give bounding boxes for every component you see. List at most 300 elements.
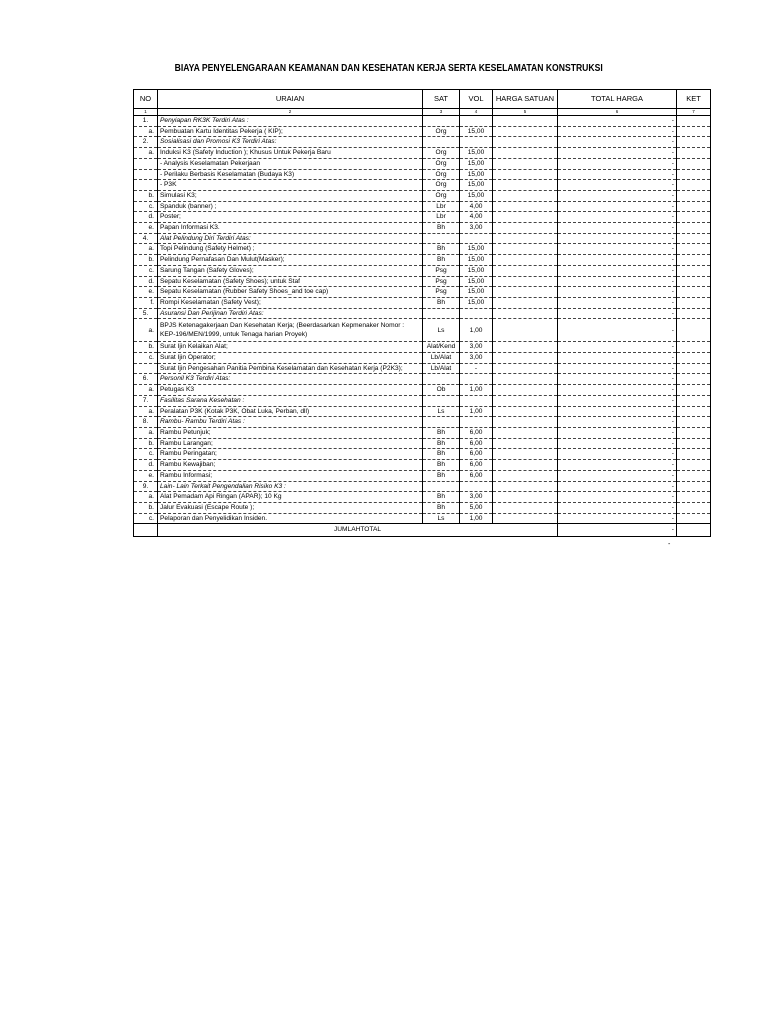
total-label: JUMLAHTOTAL [158,524,558,537]
table-row [134,190,711,201]
row-harga-satuan [493,460,558,471]
row-harga-satuan [493,406,558,417]
row-sat: Ls [423,513,460,524]
row-ket [677,438,711,449]
row-harga-satuan [493,353,558,364]
col-number: 6 [558,109,677,116]
row-sat: Lb/Alat [423,353,460,364]
row-sat: Psg [423,276,460,287]
table-row [134,319,711,342]
section-row [134,395,711,406]
row-harga-satuan [493,126,558,137]
row-sat: Org [423,180,460,191]
row-vol: 3,00 [460,223,493,234]
row-harga-satuan [493,287,558,298]
row-ket [677,308,711,319]
row-total-harga: - [558,276,677,287]
row-total-harga: - [558,137,677,148]
row-vol: 6,00 [460,449,493,460]
row-harga-satuan [493,308,558,319]
row-vol: 5,00 [460,502,493,513]
row-vol: 15,00 [460,148,493,159]
header-ket: KET [677,90,711,109]
row-uraian: Surat Ijin Kelaikan Alat; [158,342,423,353]
row-no: 2. [134,137,158,148]
row-ket [677,385,711,396]
row-no: 7. [134,395,158,406]
row-uraian: - Analysis Keselamatan Pekerjaan [158,158,423,169]
row-harga-satuan [493,212,558,223]
row-sat [423,308,460,319]
row-vol: - [460,363,493,374]
row-harga-satuan [493,427,558,438]
row-uraian: Induksi K3 (Safety Induction ); Khusus Untuk Pekerja Baru [158,148,423,159]
col-number: 4 [460,109,493,116]
row-vol: 3,00 [460,342,493,353]
row-harga-satuan [493,492,558,503]
row-harga-satuan [493,116,558,127]
row-uraian: Rambu Larangan; [158,438,423,449]
row-ket [677,137,711,148]
row-uraian: Spanduk (banner) ; [158,201,423,212]
table-body [134,116,711,524]
row-ket [677,395,711,406]
row-no [134,158,158,169]
row-ket [677,513,711,524]
table-row [134,502,711,513]
row-no: a. [134,126,158,137]
row-harga-satuan [493,438,558,449]
section-row [134,308,711,319]
row-uraian: Simulasi K3; [158,190,423,201]
header-uraian: URAIAN [158,90,423,109]
table-row [134,297,711,308]
row-no: a. [134,385,158,396]
section-row [134,233,711,244]
row-harga-satuan [493,169,558,180]
row-harga-satuan [493,481,558,492]
col-number: 1 [134,109,158,116]
row-ket [677,374,711,385]
row-vol: 15,00 [460,287,493,298]
row-uraian: Pelindung Pernafasan Dan Mulut(Masker); [158,255,423,266]
table-row [134,460,711,471]
header-sat: SAT [423,90,460,109]
row-no: c. [134,449,158,460]
row-total-harga: - [558,158,677,169]
row-no: c. [134,513,158,524]
table-row [134,126,711,137]
row-uraian: - Perilaku Berbasis Keselamatan (Budaya K3) [158,169,423,180]
row-no: b. [134,438,158,449]
row-ket [677,353,711,364]
row-no: 5. [134,308,158,319]
row-harga-satuan [493,297,558,308]
column-number-row [134,109,711,116]
row-no: d. [134,212,158,223]
row-no: b. [134,502,158,513]
row-uraian: - P3K [158,180,423,191]
row-total-harga: - [558,395,677,406]
row-total-harga: - [558,126,677,137]
row-uraian: Pelaporan dan Penyelidikan Insiden. [158,513,423,524]
row-ket [677,460,711,471]
row-uraian: Poster; [158,212,423,223]
row-total-harga: - [558,385,677,396]
row-sat: Psg [423,265,460,276]
row-sat: Lb/Alat [423,363,460,374]
row-sat: Org [423,169,460,180]
row-vol: 6,00 [460,470,493,481]
row-vol: 15,00 [460,190,493,201]
row-vol: 15,00 [460,126,493,137]
row-uraian: Pembuatan Kartu Identitas Pekerja ( KIP); [158,126,423,137]
row-vol: 15,00 [460,169,493,180]
row-uraian: Rompi Keselamatan (Safety Vest); [158,297,423,308]
row-vol: 15,00 [460,276,493,287]
row-uraian: Rambu Peringatan; [158,449,423,460]
row-sat: Bh [423,297,460,308]
row-ket [677,255,711,266]
row-ket [677,169,711,180]
row-ket [677,148,711,159]
row-no: a. [134,427,158,438]
row-ket [677,319,711,342]
row-total-harga: - [558,233,677,244]
row-harga-satuan [493,255,558,266]
table-row [134,492,711,503]
row-vol: 15,00 [460,158,493,169]
row-ket [677,276,711,287]
row-uraian: Rambu Informasi; [158,470,423,481]
page-title: BIAYA PENYELENGARAAN KEAMANAN DAN KESEHATAN KERJA SERTA KESELAMATAN KONSTRUKSI [174,62,603,74]
row-harga-satuan [493,502,558,513]
row-no: b. [134,342,158,353]
row-total-harga: - [558,363,677,374]
row-total-harga: - [558,417,677,428]
row-no: 1. [134,116,158,127]
row-ket [677,297,711,308]
row-no: a. [134,492,158,503]
row-vol: 3,00 [460,492,493,503]
section-row [134,137,711,148]
row-sat: Bh [423,470,460,481]
row-total-harga: - [558,148,677,159]
table-row [134,276,711,287]
row-sat [423,137,460,148]
header-row [134,90,711,109]
row-no: 6. [134,374,158,385]
row-total-harga: - [558,180,677,191]
row-uraian: Peralatan P3K (Kotak P3K, Obat Luka, Perban, dll) [158,406,423,417]
row-vol: 4,00 [460,212,493,223]
row-sat: Ls [423,319,460,342]
row-ket [677,212,711,223]
table-row [134,148,711,159]
row-no: d. [134,276,158,287]
row-vol [460,481,493,492]
cost-table [133,89,711,537]
row-harga-satuan [493,513,558,524]
row-sat: Bh [423,427,460,438]
row-vol [460,374,493,385]
table-row [134,223,711,234]
row-harga-satuan [493,137,558,148]
row-harga-satuan [493,470,558,481]
table-row [134,244,711,255]
row-sat: Alat/Kend [423,342,460,353]
row-no: c. [134,265,158,276]
row-harga-satuan [493,223,558,234]
header-total-harga: TOTAL HARGA [558,90,677,109]
row-ket [677,406,711,417]
cost-table-container [133,89,710,537]
row-harga-satuan [493,265,558,276]
row-sat [423,395,460,406]
row-uraian: Alat Pemadam Api Ringan (APAR); 10 Kg [158,492,423,503]
row-no: b. [134,255,158,266]
row-no: a. [134,319,158,342]
row-ket [677,180,711,191]
row-total-harga: - [558,427,677,438]
row-ket [677,201,711,212]
row-vol [460,233,493,244]
row-uraian: Surat Ijin Operator; [158,353,423,364]
table-row [134,201,711,212]
row-sat: Ob [423,385,460,396]
total-ket-cell [677,524,711,537]
row-total-harga: - [558,502,677,513]
row-ket [677,158,711,169]
row-ket [677,244,711,255]
col-number: 2 [158,109,423,116]
row-sat: Bh [423,438,460,449]
row-total-harga: - [558,308,677,319]
row-sat: Ls [423,406,460,417]
row-sat: Lbr [423,201,460,212]
row-total-harga: - [558,319,677,342]
row-harga-satuan [493,180,558,191]
row-uraian: Rambu- Rambu Terdiri Atas : [158,417,423,428]
col-number: 5 [493,109,558,116]
row-harga-satuan [493,201,558,212]
row-no: e. [134,287,158,298]
row-no: f. [134,297,158,308]
row-no [134,169,158,180]
row-sat: Psg [423,287,460,298]
table-row [134,265,711,276]
row-uraian: Lain- Lain Terkait Pengendalian Risiko K3 : [158,481,423,492]
total-row [134,524,711,537]
row-total-harga: - [558,449,677,460]
row-ket [677,363,711,374]
table-row [134,169,711,180]
row-harga-satuan [493,363,558,374]
row-sat [423,233,460,244]
row-total-harga: - [558,492,677,503]
table-row [134,353,711,364]
row-sat: Org [423,148,460,159]
row-sat: Org [423,158,460,169]
row-no: a. [134,148,158,159]
row-vol: 15,00 [460,255,493,266]
row-total-harga: - [558,481,677,492]
row-total-harga: - [558,287,677,298]
row-uraian: Jalur Evakuasi (Escape Route ); [158,502,423,513]
row-vol [460,137,493,148]
row-ket [677,126,711,137]
row-sat: Bh [423,460,460,471]
row-total-harga: - [558,342,677,353]
row-uraian: Surat Ijin Pengesahan Panitia Pembina Keselamatan dan Kesehatan Kerja (P2K3); [158,363,423,374]
row-total-harga: - [558,265,677,276]
row-uraian: Rambu Kewajiban; [158,460,423,471]
row-vol: 4,00 [460,201,493,212]
header-vol: VOL [460,90,493,109]
row-sat [423,116,460,127]
row-uraian: Sepatu Keselamatan (Rubber Safety Shoes_and toe cap) [158,287,423,298]
table-row [134,449,711,460]
row-vol [460,308,493,319]
row-ket [677,502,711,513]
row-harga-satuan [493,244,558,255]
row-total-harga: - [558,244,677,255]
row-uraian: BPJS Ketenagakerjaan Dan Kesehatan Kerja; (Beerdasarkan Kepmenaker Nomor : KEP-196/MEN/1999, untuk Tenaga harian Proyek) [158,319,423,342]
row-harga-satuan [493,148,558,159]
row-uraian: Topi Pelindung (Safety Helmet) ; [158,244,423,255]
row-vol: 6,00 [460,427,493,438]
row-total-harga: - [558,374,677,385]
row-ket [677,233,711,244]
row-vol: 1,00 [460,406,493,417]
row-sat: Bh [423,492,460,503]
row-uraian: Asuransi Dan Perijinan Terdiri Atas: [158,308,423,319]
row-uraian: Penyiapan RK3K Terdiri Atas : [158,116,423,127]
row-total-harga: - [558,513,677,524]
row-sat [423,417,460,428]
row-no: 4. [134,233,158,244]
row-harga-satuan [493,385,558,396]
table-row [134,363,711,374]
row-harga-satuan [493,417,558,428]
row-total-harga: - [558,223,677,234]
row-uraian: Alat Pelindung Diri Terdiri Atas: [158,233,423,244]
row-harga-satuan [493,319,558,342]
row-harga-satuan [493,342,558,353]
row-sat: Bh [423,502,460,513]
row-sat: Bh [423,244,460,255]
row-uraian: Papan Informasi K3. [158,223,423,234]
row-total-harga: - [558,438,677,449]
row-vol: 15,00 [460,265,493,276]
row-uraian: Rambu Petunjuk; [158,427,423,438]
row-harga-satuan [493,190,558,201]
row-uraian: Sosialisasi dan Promosi K3 Terdiri Atas: [158,137,423,148]
row-harga-satuan [493,449,558,460]
row-ket [677,116,711,127]
row-no: a. [134,244,158,255]
row-uraian: Sepatu Keselamatan (Safety Shoes); untuk Staf [158,276,423,287]
row-uraian: Sarung Tangan (Safety Gloves); [158,265,423,276]
row-vol [460,395,493,406]
table-row [134,406,711,417]
row-sat: Lbr [423,212,460,223]
row-total-harga: - [558,353,677,364]
row-vol: 1,00 [460,385,493,396]
section-row [134,116,711,127]
table-row [134,513,711,524]
row-sat [423,481,460,492]
row-ket [677,449,711,460]
table-row [134,212,711,223]
row-no: e. [134,223,158,234]
row-sat: Org [423,190,460,201]
total-value: - [558,524,677,537]
row-total-harga: - [558,169,677,180]
row-total-harga: - [558,460,677,471]
row-harga-satuan [493,395,558,406]
row-vol: 6,00 [460,438,493,449]
row-total-harga: - [558,116,677,127]
row-no: 8. [134,417,158,428]
table-row [134,287,711,298]
col-number: 7 [677,109,711,116]
total-no-cell [134,524,158,537]
row-ket [677,190,711,201]
row-total-harga: - [558,190,677,201]
row-vol: 15,00 [460,297,493,308]
row-uraian: Fasilitas Sarana Kesehatan : [158,395,423,406]
row-ket [677,223,711,234]
header-harga-satuan: HARGA SATUAN [493,90,558,109]
row-sat: Org [423,126,460,137]
row-no: d. [134,460,158,471]
row-no: e. [134,470,158,481]
row-ket [677,287,711,298]
row-no [134,180,158,191]
row-total-harga: - [558,297,677,308]
row-ket [677,470,711,481]
row-total-harga: - [558,201,677,212]
row-sat: Bh [423,449,460,460]
row-ket [677,417,711,428]
section-row [134,374,711,385]
row-vol: 3,00 [460,353,493,364]
row-vol [460,417,493,428]
row-harga-satuan [493,276,558,287]
row-sat [423,374,460,385]
table-row [134,180,711,191]
table-row [134,438,711,449]
row-ket [677,492,711,503]
row-no: 9. [134,481,158,492]
table-row [134,255,711,266]
row-vol: 1,00 [460,319,493,342]
row-harga-satuan [493,374,558,385]
table-row [134,470,711,481]
row-sat: Bh [423,255,460,266]
row-sat: Bh [423,223,460,234]
row-vol: 6,00 [460,460,493,471]
col-number: 3 [423,109,460,116]
row-vol: 1,00 [460,513,493,524]
row-vol: 15,00 [460,180,493,191]
row-no [134,363,158,374]
section-row [134,417,711,428]
row-no: c. [134,353,158,364]
row-vol: 15,00 [460,244,493,255]
table-row [134,427,711,438]
